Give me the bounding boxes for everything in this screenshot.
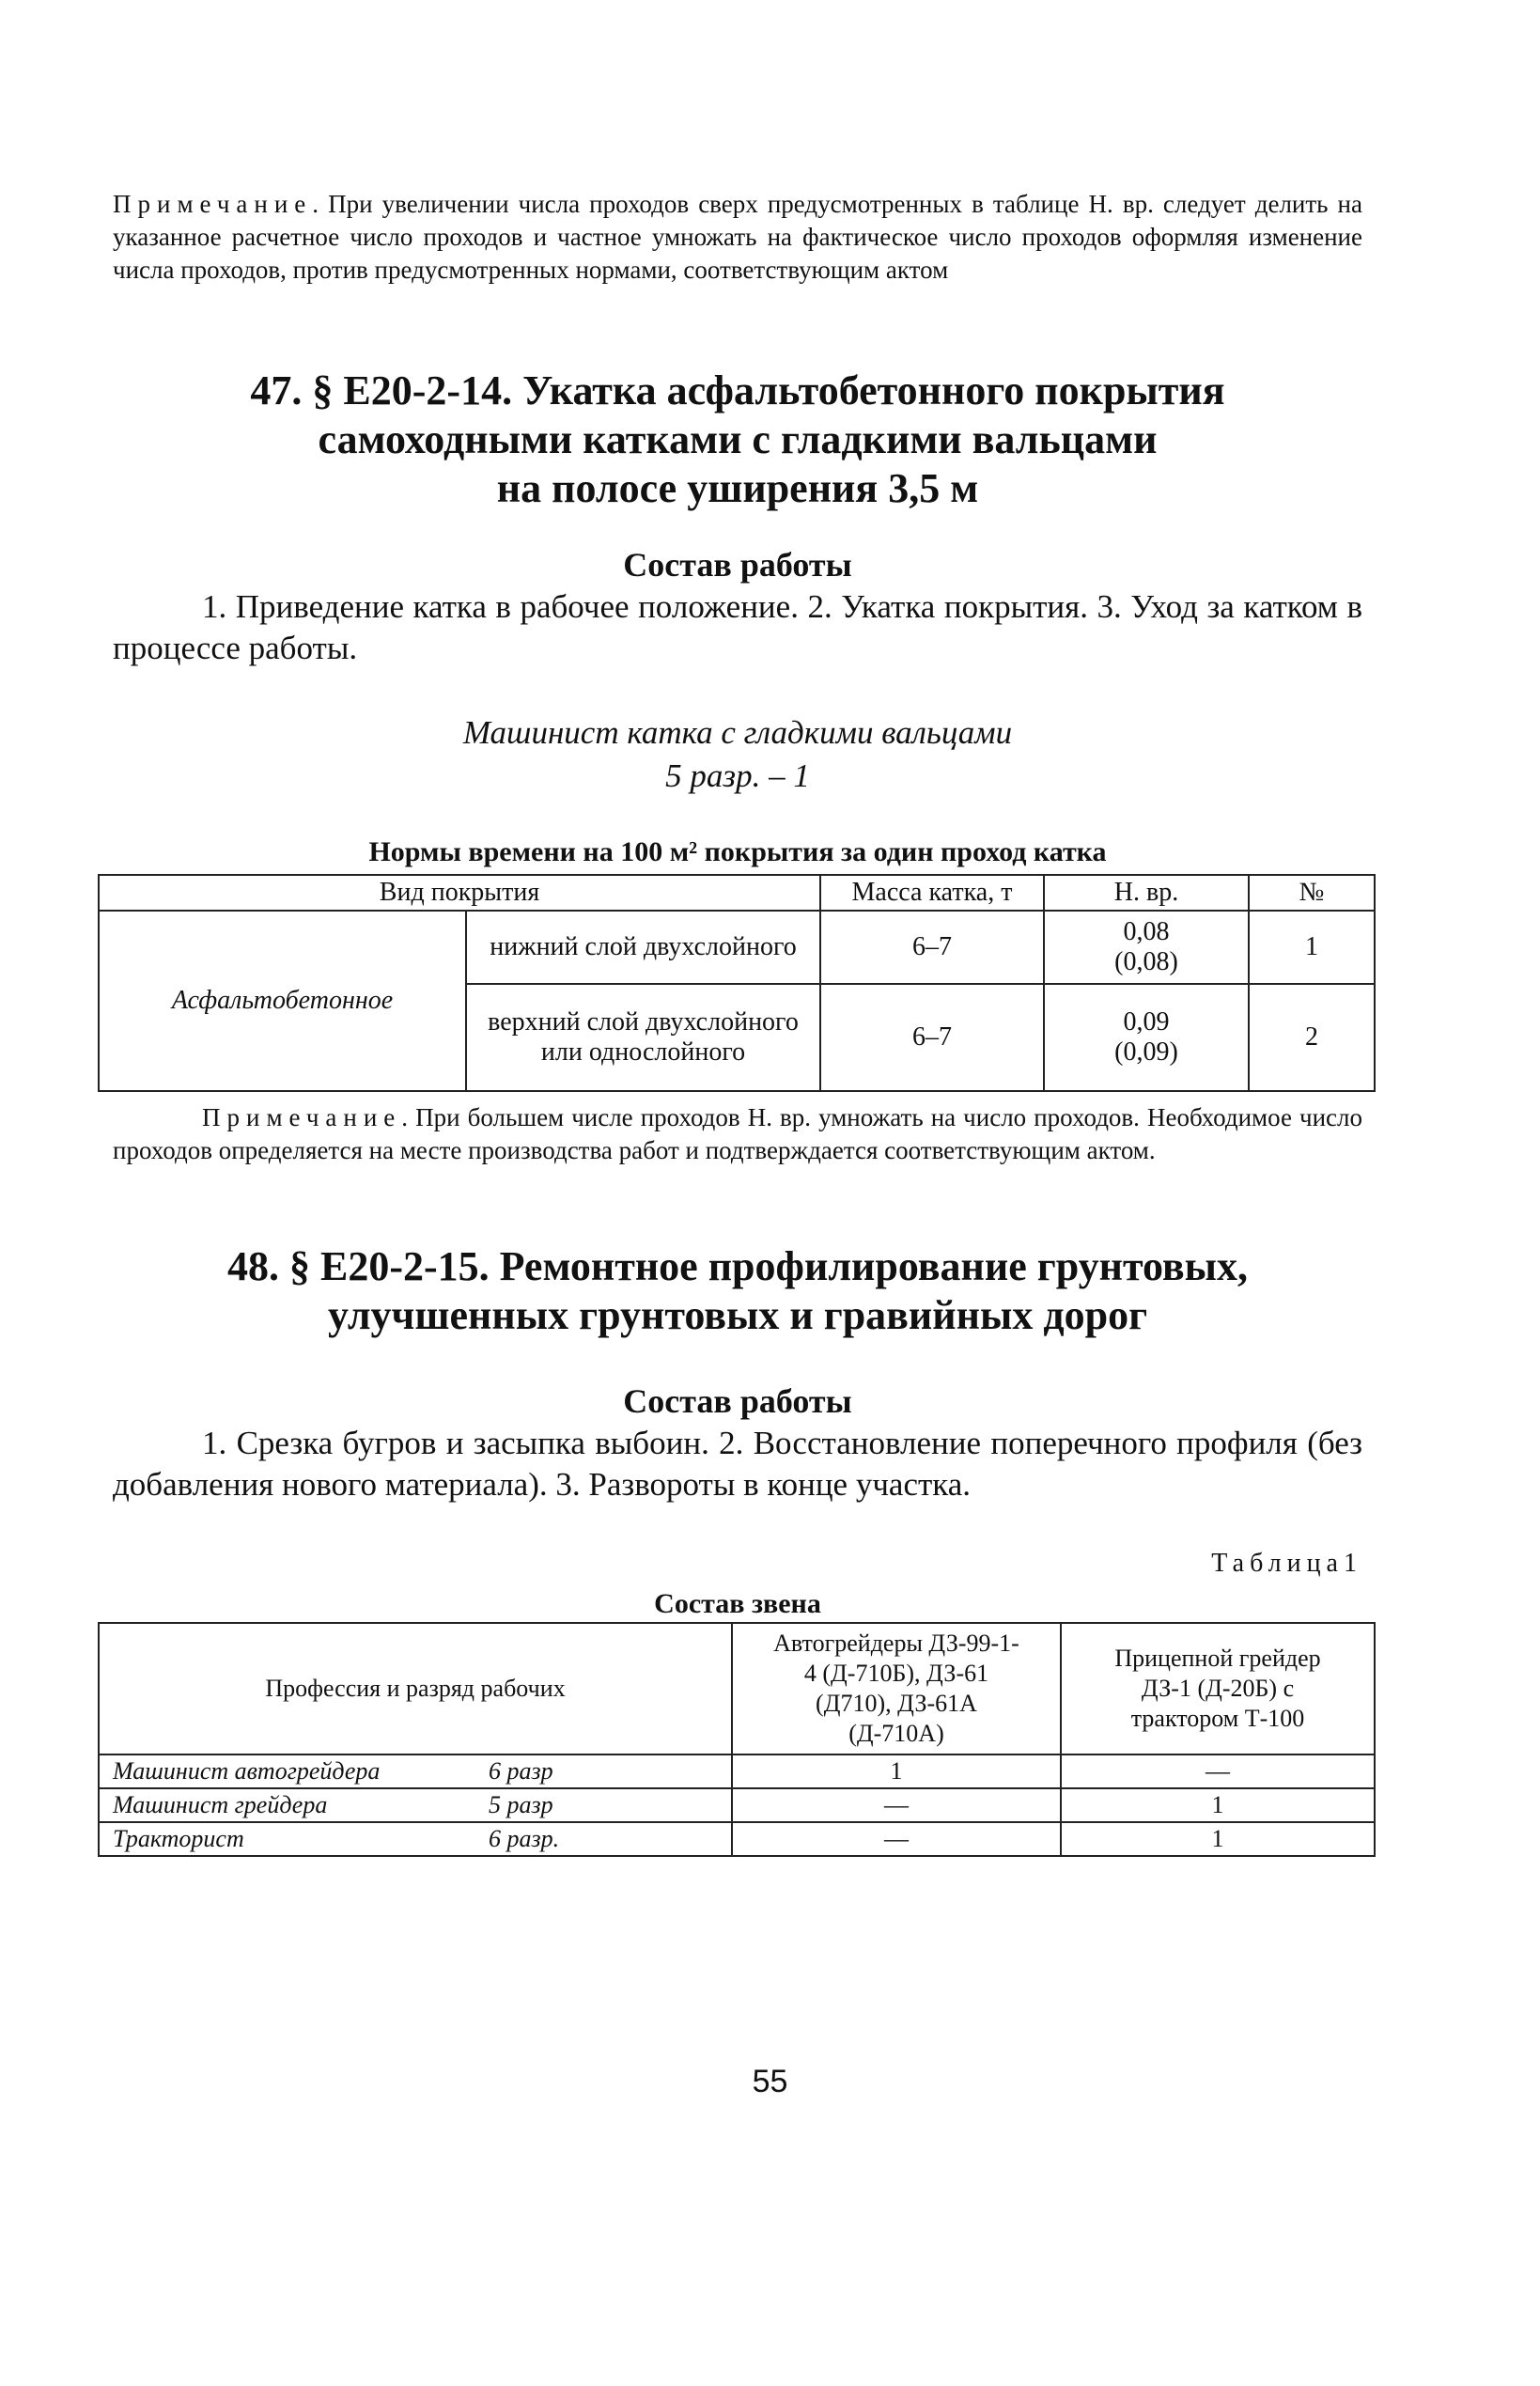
- section-47-work-text: 1. Приведение катка в рабочее положение. 2. Укатка покрытия. 3. Уход за катком в процессе работы.: [113, 588, 1362, 666]
- trailer-grader-cell: —: [1061, 1754, 1375, 1788]
- section-48-title-line2: улучшенных грунтовых и гравийных дорог: [327, 1292, 1148, 1338]
- number-cell: 1: [1249, 911, 1375, 984]
- layer-cell: нижний слой двухслойного: [466, 911, 820, 984]
- note-section-47: [113, 1101, 1362, 1167]
- profession-cell: Машинист грейдера 5 разр: [99, 1788, 732, 1822]
- table-header-row: [99, 875, 1375, 911]
- note-text: . При большем числе проходов Н. вр. умножать на число проходов. Необходимое число проходов определяется на месте производства работ и подтверждается соответствующим актом.: [113, 1103, 1362, 1164]
- section-48-work-text: 1. Срезка бугров и засыпка выбоин. 2. Восстановление поперечного профиля (без добавления нового материала). 3. Развороты в конце участка.: [113, 1425, 1362, 1503]
- section-47-title-line1: 47. § Е20-2-14. Укатка асфальтобетонного покрытия: [250, 367, 1225, 413]
- norm-cell: [1044, 911, 1249, 984]
- table-row: [99, 911, 1375, 984]
- coverage-type: Асфальтобетонное: [99, 911, 466, 1091]
- table-label: Таблица1: [1211, 1549, 1362, 1578]
- section-48-title-line1: 48. § Е20-2-15. Ремонтное профилирование грунтовых,: [226, 1243, 1248, 1289]
- trailer-grader-cell: 1: [1061, 1788, 1375, 1822]
- page-number: 55: [752, 2064, 788, 2099]
- autograder-cell: —: [732, 1788, 1061, 1822]
- autograder-cell: 1: [732, 1754, 1061, 1788]
- header-profession: Профессия и разряд рабочих: [99, 1623, 732, 1754]
- table-header-row: [99, 1623, 1375, 1754]
- mass-cell: 6–7: [820, 984, 1044, 1091]
- header-mass: Масса катка, т: [820, 875, 1044, 911]
- number-cell: 2: [1249, 984, 1375, 1091]
- mass-cell: 6–7: [820, 911, 1044, 984]
- section-47-table-title: Нормы времени на 100 м² покрытия за один проход катка: [368, 836, 1107, 867]
- norm-cell: [1044, 984, 1249, 1091]
- profession-cell: Машинист автогрейдера 6 разр: [99, 1754, 732, 1788]
- section-48-work-heading: Состав работы: [623, 1382, 852, 1420]
- note-text: . При увеличении числа проходов сверх предусмотренных в таблице Н. вр. следует делить на указанное расчетное число проходов и частное умножать на фактическое число проходов оформляя изменение числа проходов, против предусмотренных нормами, соответствующим актом: [113, 190, 1362, 284]
- profession-cell: Тракторист 6 разр.: [99, 1822, 732, 1856]
- note-top: [113, 188, 1362, 287]
- section-47-title-line2: самоходными катками с гладкими вальцами: [318, 416, 1158, 462]
- header-autograder: Автогрейдеры ДЗ-99-1-4 (Д-710Б), ДЗ-61 (Д710), ДЗ-61А (Д-710А): [732, 1623, 1061, 1754]
- trailer-grader-cell: 1: [1061, 1822, 1375, 1856]
- norm-value-alt: (0,09): [1114, 1037, 1178, 1067]
- section-47-crew-line2: 5 разр. – 1: [665, 757, 810, 794]
- section-48-table-title: Состав звена: [654, 1588, 821, 1619]
- table-row: [99, 1788, 1375, 1822]
- autograder-cell: —: [732, 1822, 1061, 1856]
- header-number: №: [1249, 875, 1375, 911]
- note-prefix: Примечание: [113, 190, 313, 218]
- norms-table: [98, 874, 1376, 1092]
- section-47-crew-line1: Машинист катка с гладкими вальцами: [462, 714, 1013, 751]
- norm-value: 0,08: [1123, 917, 1170, 946]
- norm-value: 0,09: [1123, 1007, 1170, 1037]
- table-row: [99, 1822, 1375, 1856]
- note-prefix: Примечание: [202, 1103, 402, 1131]
- table-row: [99, 1754, 1375, 1788]
- section-47-work-heading: Состав работы: [623, 546, 852, 584]
- layer-cell: верхний слой двухслойного или однослойного: [466, 984, 820, 1091]
- crew-table: [98, 1622, 1376, 1857]
- header-coverage: Вид покрытия: [99, 875, 820, 911]
- header-norm: Н. вр.: [1044, 875, 1249, 911]
- header-trailer-grader: Прицепной грейдер ДЗ-1 (Д-20Б) с трактором Т-100: [1061, 1623, 1375, 1754]
- norm-value-alt: (0,08): [1114, 947, 1178, 976]
- section-47-title-line3: на полосе уширения 3,5 м: [496, 465, 979, 511]
